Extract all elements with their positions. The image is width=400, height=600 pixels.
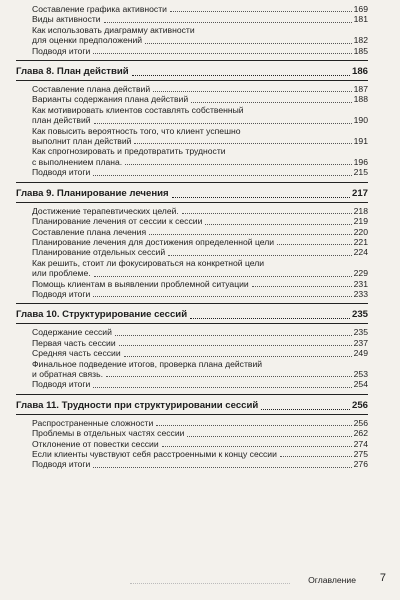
chapter-title: Глава 8. План действий [16,66,129,78]
dot-leader [280,456,352,457]
toc-entry-title: или проблеме. [32,268,91,279]
toc-entry-title: Первая часть сессии [32,337,116,348]
dot-leader [191,102,352,103]
toc-entry-page: 219 [353,216,368,227]
toc-entry-title: Распространенные сложности [32,417,154,428]
table-of-contents [16,4,368,470]
toc-entry-title: Варианты содержания плана действий [32,94,189,105]
toc-entry-title: план действий [32,115,91,126]
toc-entry-page: 215 [353,167,368,178]
toc-entry [16,94,368,104]
toc-entry-page: 187 [353,84,368,95]
toc-entry-page: 249 [353,348,368,359]
toc-entry-title: Отклонение от повестки сессии [32,438,159,449]
toc-entry [16,268,368,278]
toc-entry-page: 276 [353,459,368,470]
toc-entry [16,206,368,216]
dot-leader [149,234,352,235]
dot-leader [162,446,352,447]
dot-leader [145,43,352,44]
toc-entry-page: 196 [353,156,368,167]
toc-entry-page: 231 [353,278,368,289]
toc-entry-title: Подводя итоги [32,379,91,390]
dot-leader [153,91,352,92]
chapter-page: 256 [351,399,368,411]
dot-leader [190,318,350,319]
toc-entry-title: Если клиенты чувствуют себя расстроенными к концу сессии [32,449,277,459]
toc-entry-page: 182 [353,35,368,46]
dot-leader [115,335,352,336]
toc-entry-page: 181 [353,14,368,25]
toc-entry-title: Помощь клиентам в выявлении проблемной ситуации [32,278,249,289]
dot-leader [94,123,352,124]
toc-entry-title: Средняя часть сессии [32,348,121,359]
toc-entry-title: Составление плана лечения [32,226,147,237]
dot-leader [93,467,351,468]
toc-entry-title: Планирование лечения от сессии к сессии [32,216,203,227]
dot-leader [182,213,352,214]
toc-entry-title: выполнит план действий [32,136,132,147]
dot-leader [124,356,352,357]
toc-entry [16,247,368,257]
toc-entry [16,418,368,428]
dot-leader [104,22,352,23]
toc-entry-page: 275 [353,449,368,459]
dot-leader [94,276,352,277]
dot-leader [172,197,350,198]
toc-entry-title-line: Как спрогнозировать и предотвратить трудности [32,146,226,157]
toc-entry [16,46,368,56]
dot-leader [156,425,351,426]
toc-entry [16,157,368,167]
toc-entry [16,167,368,177]
toc-entry-title: Содержание сессий [32,327,112,338]
toc-entry [16,379,368,389]
toc-entry-title: Планирование отдельных сессий [32,247,166,258]
toc-entry [16,136,368,146]
toc-entry-page: 262 [353,428,368,439]
dot-leader [93,387,351,388]
toc-entry-title-line: Как решить, стоит ли фокусироваться на конкретной цели [32,257,265,268]
toc-entry-page: 185 [353,45,368,56]
toc-entry-page: 224 [353,247,368,258]
toc-entry-page: 274 [353,438,368,449]
toc-entry-page: 229 [353,268,368,279]
dot-leader [125,164,351,165]
dot-leader [132,75,350,76]
chapter-title: Глава 10. Структурирование сессий [16,309,188,321]
toc-entry-title-line: Как использовать диаграмму активности [32,24,195,35]
toc-entry [16,227,368,237]
dot-leader [134,143,351,144]
toc-entry-title: Подводя итоги [32,167,91,178]
toc-entry-title: и обратная связь. [32,368,103,379]
toc-entry [16,348,368,358]
toc-entry-page: 169 [353,4,368,14]
toc-entry-title: для оценки предположений [32,35,143,46]
toc-entry-page: 235 [353,327,368,338]
toc-entry-title-line: Финальное подведение итогов, проверка плана действий [32,358,263,369]
page-footer [0,572,400,592]
toc-entry [16,115,368,125]
toc-entry [16,428,368,438]
toc-entry-title: Составление графика активности [32,4,167,14]
dot-leader [119,345,352,346]
dot-leader [187,436,351,437]
chapter-title: Глава 11. Трудности при структурировании сессий [16,399,259,411]
toc-entry-page: 190 [353,115,368,126]
chapter-page: 186 [351,66,368,78]
toc-entry-page: 221 [353,236,368,247]
toc-entry-title-line: Как мотивировать клиентов составлять собственный [32,104,244,115]
toc-entry-page: 188 [353,94,368,105]
toc-entry-title: Подводя итоги [32,45,91,56]
toc-entry [16,327,368,337]
toc-entry [16,369,368,379]
toc-entry [16,4,368,14]
dot-leader [261,409,350,410]
chapter-heading [16,182,368,203]
toc-entry-page: 191 [353,136,368,147]
dot-leader [252,286,352,287]
toc-entry [16,338,368,348]
toc-entry [16,216,368,226]
toc-entry-title: Виды активности [32,14,101,25]
toc-entry-page: 237 [353,337,368,348]
dot-leader [93,53,351,54]
toc-entry [16,289,368,299]
chapter-page: 235 [351,309,368,321]
toc-entry [16,237,368,247]
dot-leader [205,224,351,225]
toc-entry-title: Планирование лечения для достижения определенной цели [32,236,275,247]
chapter-heading [16,303,368,324]
toc-entry [16,449,368,459]
toc-entry-title-line: Как повысить вероятность того, что клиент успешно [32,125,241,136]
toc-entry-title: Составление плана действий [32,84,151,95]
toc-entry [16,279,368,289]
dot-leader [170,11,352,12]
dot-leader [93,175,351,176]
toc-entry-page: 253 [353,368,368,379]
toc-entry-page: 233 [353,288,368,299]
toc-entry-page: 254 [353,379,368,390]
toc-entry-page: 220 [353,226,368,237]
dot-leader [168,255,351,256]
dot-leader [93,296,351,297]
toc-entry-title: с выполнением плана. [32,156,123,167]
chapter-heading [16,60,368,81]
toc-entry-page: 256 [353,417,368,428]
dot-leader [106,376,352,377]
toc-entry [16,35,368,45]
chapter-title: Глава 9. Планирование лечения [16,187,169,199]
toc-entry-title: Подводя итоги [32,288,91,299]
page-number: 7 [379,572,386,584]
toc-entry-title: Подводя итоги [32,459,91,470]
toc-entry-page: 218 [353,205,368,216]
toc-entry [16,439,368,449]
toc-entry-title: Проблемы в отдельных частях сессии [32,428,185,439]
toc-entry [16,459,368,469]
toc-entry [16,84,368,94]
toc-entry [16,14,368,24]
footer-rule [130,583,290,584]
chapter-heading [16,394,368,415]
footer-section-label: Оглавление [308,575,356,585]
toc-entry-title: Достижение терапевтических целей. [32,205,179,216]
dot-leader [277,244,352,245]
chapter-page: 217 [351,187,368,199]
